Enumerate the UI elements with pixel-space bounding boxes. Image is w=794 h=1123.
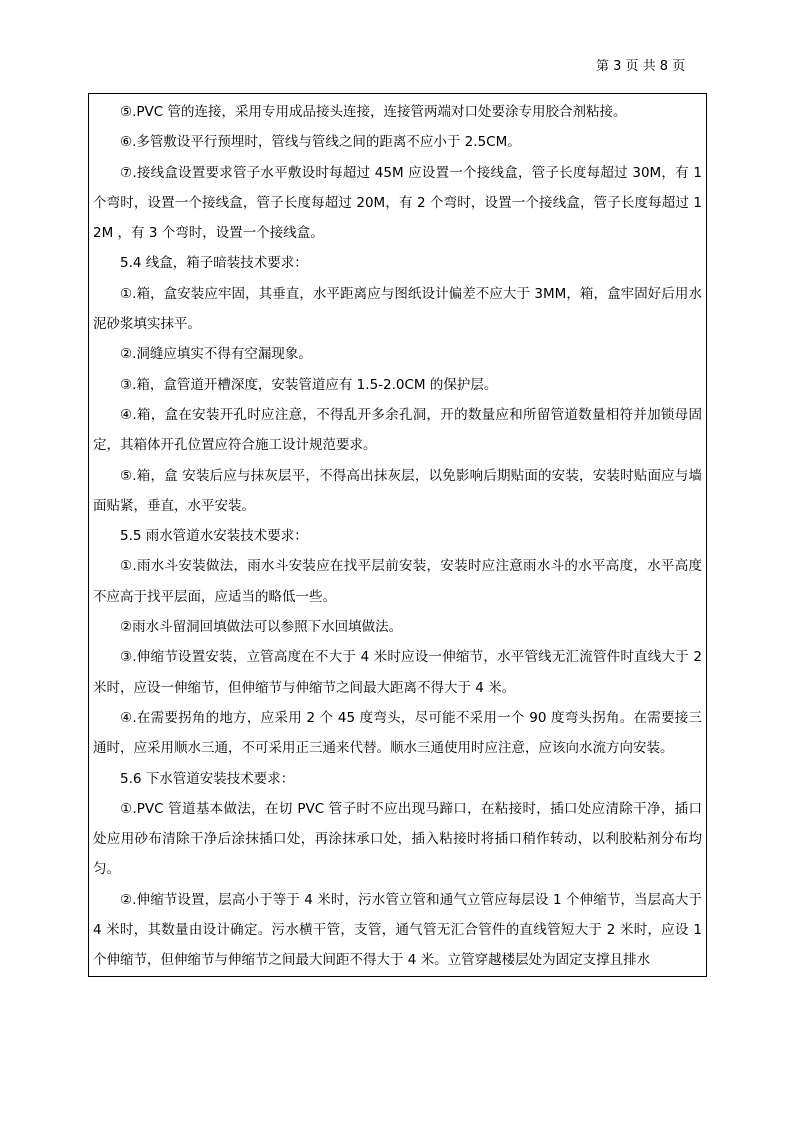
content-frame xyxy=(88,93,707,977)
paragraph-elbow-tee: ④.在需要拐角的地方，应采用 2 个 45 度弯头，尽可能不采用一个 90 度弯头拐角。在需要接三通时，应采用顺水三通，不可采用正三通来代替。顺水三通使用时应注意，应该向水流方向安装。 xyxy=(93,709,702,757)
paragraph-parallel-pipes: ⑥.多管敷设平行预埋时，管线与管线之间的距离不应小于 2.5CM。 xyxy=(120,134,521,151)
paragraph-box-flush-mount: ⑤.箱，盒 安装后应与抹灰层平，不得高出抹灰层，以免影响后期贴面的安装，安装时贴面应与墙面贴紧，垂直，水平安装。 xyxy=(93,467,702,514)
document-body xyxy=(93,97,702,976)
paragraph-box-installation-tolerance: ①.箱，盒安装应牢固，其垂直，水平距离应与图纸设计偏差不应大于 3MM，箱，盒牢固好后用水泥砂浆填实抹平。 xyxy=(93,285,702,333)
paragraph-pvc-bonding: ①.PVC 管道基本做法，在切 PVC 管子时不应出现马蹄口，在粘接时，插口处应清除干净，插口处应用砂布清除干净后涂抹插口处，再涂抹承口处，插入粘接时将插口稍作转动，以利胶粘剂分布均匀。 xyxy=(93,800,702,878)
paragraph-drain-expansion-joint: ②.伸缩节设置，层高小于等于 4 米时，污水管立管和通气立管应每层设 1 个伸缩节，当层高大于 4 米时，其数量由设计确定。污水横干管，支管，通气管无汇合管件的直线管短大于 2 米时，应设 1 个伸缩节，但伸缩节与伸缩节之间最大间距不得大于 4 米。立管穿越楼层处为固定支撑且排水 xyxy=(93,891,702,969)
page-number: 第 3 页 共 8 页 xyxy=(596,59,686,74)
paragraph-gap-filling: ②.洞缝应填实不得有空漏现象。 xyxy=(120,346,312,363)
paragraph-rain-hopper-backfill: ②雨水斗留洞回填做法可以参照下水回填做法。 xyxy=(120,619,403,636)
paragraph-junction-box-spacing: ⑦.接线盒设置要求管子水平敷设时每超过 45M 应设置一个接线盒，管子长度每超过 30M，有 1 个弯时，设置一个接线盒，管子长度每超过 20M，有 2 个弯时，设置一个接线盒，管子长度每超过 12M ，有 3 个弯时，设置一个接线盒。 xyxy=(93,164,702,242)
paragraph-box-openings: ④.箱，盒在安装开孔时应注意，不得乱开多余孔洞，开的数量应和所留管道数量相符并加锁母固定，其箱体开孔位置应符合施工设计规范要求。 xyxy=(93,406,702,454)
section-heading-5-4: 5.4 线盒，箱子暗装技术要求： xyxy=(120,255,308,272)
section-heading-5-5: 5.5 雨水管道水安装技术要求： xyxy=(120,528,308,545)
section-heading-5-6: 5.6 下水管道安装技术要求： xyxy=(120,770,295,787)
paragraph-expansion-joint: ③.伸缩节设置安装，立管高度在不大于 4 米时应设一伸缩节，水平管线无汇流管件时直线大于 2 米时，应设一伸缩节，但伸缩节与伸缩节之间最大距离不得大于 4 米。 xyxy=(93,649,702,696)
paragraph-groove-depth: ③.箱，盒管道开槽深度，安装管道应有 1.5-2.0CM 的保护层。 xyxy=(120,376,498,393)
paragraph-rain-hopper: ①.雨水斗安装做法，雨水斗安装应在找平层前安装，安装时应注意雨水斗的水平高度，水平高度不应高于找平层面，应适当的略低一些。 xyxy=(93,558,702,605)
paragraph-pvc-connection: ⑤.PVC 管的连接，采用专用成品接头连接，连接管两端对口处要涂专用胶合剂粘接。 xyxy=(120,104,627,120)
